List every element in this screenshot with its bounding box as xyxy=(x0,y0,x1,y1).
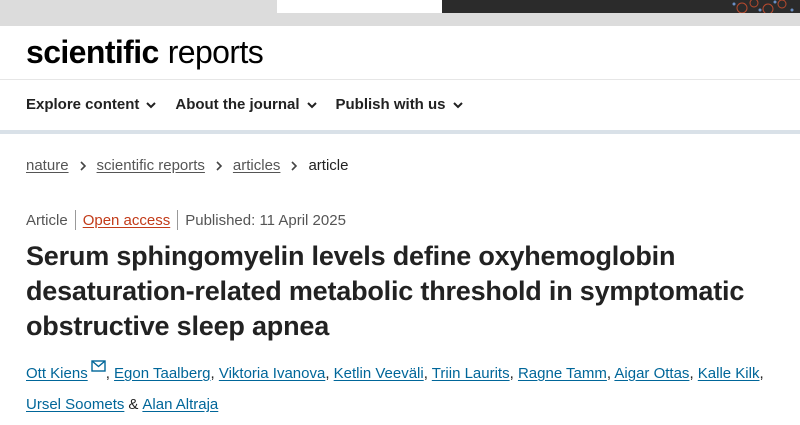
mail-icon[interactable] xyxy=(91,360,106,372)
top-banner xyxy=(0,0,800,26)
nav-about-journal[interactable] xyxy=(175,96,317,113)
author-link[interactable]: Viktoria Ivanova xyxy=(218,365,326,382)
author-ampersand: & xyxy=(128,396,139,413)
nav-publish-with-us[interactable] xyxy=(336,96,464,113)
published-date: Published: 11 April 2025 xyxy=(185,211,346,229)
author-link[interactable]: Kalle Kilk xyxy=(697,365,760,382)
breadcrumb-articles[interactable]: articles xyxy=(232,157,281,174)
nav-divider xyxy=(0,130,800,134)
author-link[interactable]: Ketlin Veeväli xyxy=(333,365,424,382)
meta-divider xyxy=(75,210,76,230)
nav-label-publish: Publish with us xyxy=(335,96,446,113)
author-separator: , xyxy=(423,365,428,382)
chevron-down-icon xyxy=(306,99,318,111)
chevron-down-icon xyxy=(145,99,157,111)
author-separator: , xyxy=(105,365,110,382)
breadcrumb-nature[interactable]: nature xyxy=(26,157,69,174)
author-link[interactable]: Triin Laurits xyxy=(431,365,510,382)
breadcrumb-current: article xyxy=(308,157,349,174)
breadcrumb-scientific-reports[interactable]: scientific reports xyxy=(96,157,205,174)
article-type: Article xyxy=(26,211,68,229)
author-link[interactable]: Ragne Tamm xyxy=(517,365,607,382)
author-separator: , xyxy=(210,365,215,382)
author-link[interactable]: Ott Kiens xyxy=(26,365,88,382)
nav-label-explore: Explore content xyxy=(26,96,140,113)
ad-slot-banner[interactable] xyxy=(442,0,800,13)
nav-explore-content[interactable] xyxy=(26,96,157,113)
chevron-right-icon xyxy=(78,160,88,172)
article-meta xyxy=(26,210,346,230)
author-link[interactable]: Egon Taalberg xyxy=(114,365,211,382)
author-separator: , xyxy=(689,365,694,382)
breadcrumb xyxy=(26,157,348,174)
logo-scientific: scientific xyxy=(26,34,159,70)
ad-pattern-icon xyxy=(442,0,800,13)
author-separator: , xyxy=(509,365,514,382)
author-link[interactable]: Aigar Ottas xyxy=(614,365,690,382)
author-separator: , xyxy=(606,365,612,382)
site-logo[interactable] xyxy=(26,34,263,70)
logo-reports: reports xyxy=(167,34,264,70)
author-link[interactable]: Alan Altraja xyxy=(142,396,219,413)
chevron-right-icon xyxy=(214,160,224,172)
article-title: Serum sphingomyelin levels define oxyhemoglobin desaturation-related metabolic threshold in symptomatic obstructive sleep apnea xyxy=(26,241,745,341)
header-divider xyxy=(0,79,800,80)
main-nav xyxy=(26,96,464,113)
author-list xyxy=(26,358,766,420)
open-access-link[interactable]: Open access xyxy=(82,211,171,229)
ad-slot-left xyxy=(277,0,442,13)
nav-label-about: About the journal xyxy=(175,96,300,113)
author-separator: , xyxy=(759,365,764,382)
chevron-down-icon xyxy=(452,99,464,111)
chevron-right-icon xyxy=(289,160,299,172)
author-separator: , xyxy=(325,365,330,382)
author-link[interactable]: Ursel Soomets xyxy=(26,396,125,413)
meta-divider xyxy=(177,210,178,230)
